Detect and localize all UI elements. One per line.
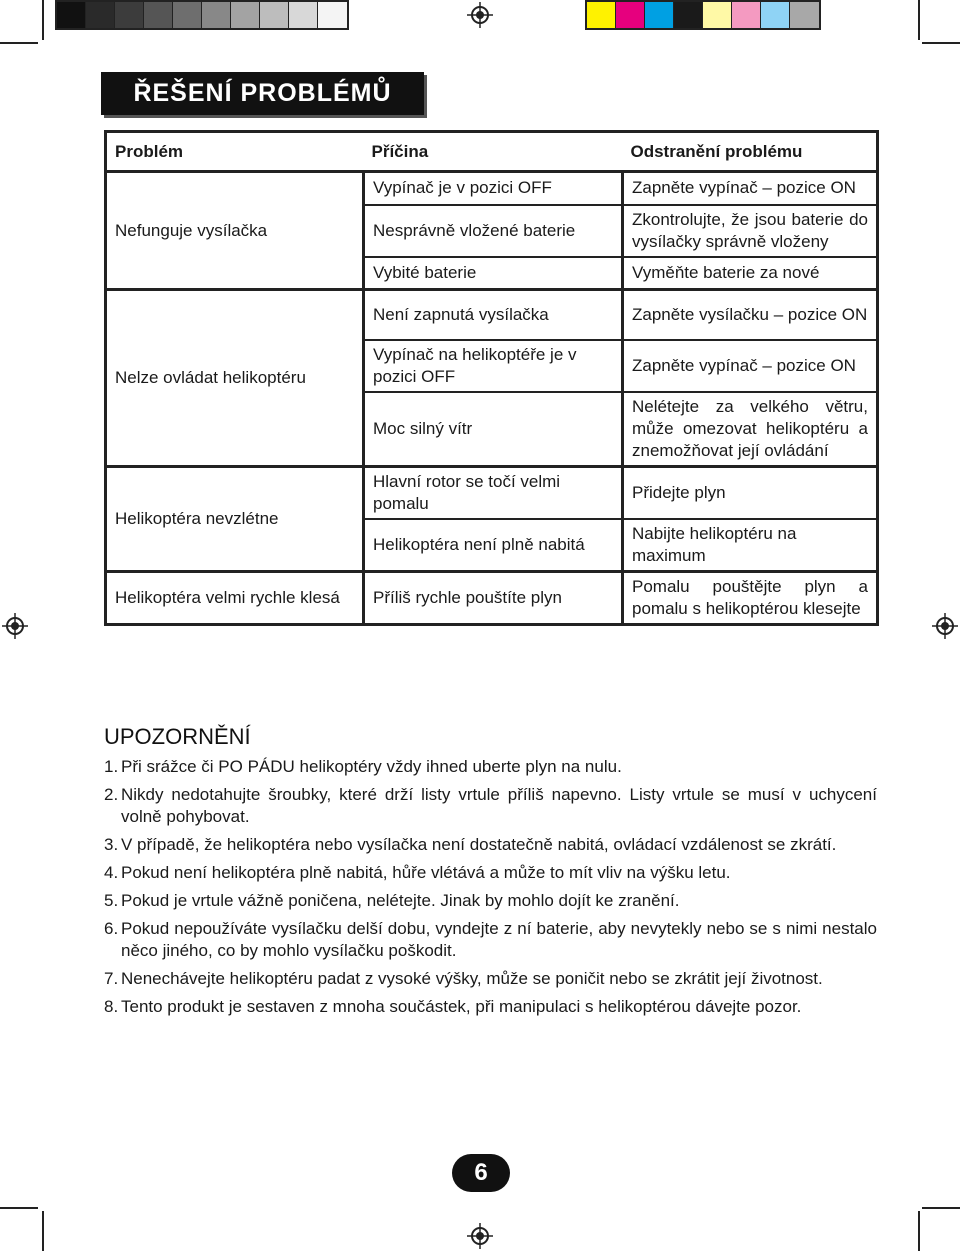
color-swatch xyxy=(318,2,347,28)
cause-cell: Moc silný vítr xyxy=(364,392,623,467)
solution-cell: Nabijte helikoptéru na maximum xyxy=(623,519,878,572)
cause-cell: Vypínač na helikoptéře je v pozici OFF xyxy=(364,340,623,392)
crop-mark xyxy=(42,0,44,40)
cause-cell: Není zapnutá vysílačka xyxy=(364,290,623,340)
item-text: Nikdy nedotahujte šroubky, které drží listy vrtule příliš napevno. Listy vrtule se musí v uchycení volně pohybovat. xyxy=(121,785,877,826)
warnings-heading: UPOZORNĚNÍ xyxy=(104,724,251,749)
list-item xyxy=(104,918,877,962)
table-row xyxy=(106,571,878,624)
list-item xyxy=(104,996,877,1018)
crop-mark xyxy=(922,1207,960,1209)
crop-mark xyxy=(918,1211,920,1251)
item-text: Pokud je vrtule vážně poničena, nelétejte. Jinak by mohlo dojít ke zranění. xyxy=(121,891,680,910)
page-title: ŘEŠENÍ PROBLÉMŮ xyxy=(133,79,392,107)
problem-cell: Helikoptéra nevzlétne xyxy=(106,466,364,571)
item-text: Nenechávejte helikoptéru padat z vysoké výšky, může se poničit nebo se zkrátit její životnost. xyxy=(121,969,823,988)
cause-cell: Nesprávně vložené baterie xyxy=(364,205,623,257)
color-swatch xyxy=(703,2,732,28)
column-header-problem: Problém xyxy=(106,132,364,172)
color-swatch xyxy=(587,2,616,28)
item-number: 8. xyxy=(104,997,119,1016)
registration-mark-icon xyxy=(467,1223,493,1249)
warnings-list xyxy=(104,756,877,1024)
color-swatch xyxy=(289,2,318,28)
column-header-cause: Příčina xyxy=(364,132,623,172)
cause-cell: Příliš rychle pouštíte plyn xyxy=(364,571,623,624)
item-number: 4. xyxy=(104,863,119,882)
page-number: 6 xyxy=(452,1154,510,1192)
problem-cell: Nefunguje vysílačka xyxy=(106,172,364,290)
section-title-banner xyxy=(101,72,424,115)
solution-cell: Zkontrolujte, že jsou baterie do vysílačky správně vloženy xyxy=(623,205,878,257)
item-number: 3. xyxy=(104,835,119,854)
crop-mark xyxy=(922,42,960,44)
table-row xyxy=(106,172,878,205)
cause-cell: Vypínač je v pozici OFF xyxy=(364,172,623,205)
item-text: Pokud není helikoptéra plně nabitá, hůře vlétává a může to mít vliv na výšku letu. xyxy=(121,863,731,882)
table-row xyxy=(106,466,878,519)
registration-mark-icon xyxy=(932,613,958,639)
crop-mark xyxy=(0,42,38,44)
troubleshooting-table xyxy=(104,130,879,626)
item-text: Tento produkt je sestaven z mnoha součástek, při manipulaci s helikoptérou dávejte pozor. xyxy=(121,997,802,1016)
color-swatch xyxy=(761,2,790,28)
color-swatch xyxy=(144,2,173,28)
color-swatch xyxy=(231,2,260,28)
color-swatch xyxy=(202,2,231,28)
color-swatch xyxy=(790,2,819,28)
problem-cell: Helikoptéra velmi rychle klesá xyxy=(106,571,364,624)
registration-mark-icon xyxy=(467,2,493,28)
item-number: 1. xyxy=(104,757,119,776)
solution-cell: Zapněte vypínač – pozice ON xyxy=(623,340,878,392)
crop-mark xyxy=(0,1207,38,1209)
list-item xyxy=(104,834,877,856)
solution-cell: Zapněte vypínač – pozice ON xyxy=(632,178,856,198)
crop-mark xyxy=(918,0,920,40)
color-swatch xyxy=(173,2,202,28)
color-swatch xyxy=(57,2,86,28)
item-number: 6. xyxy=(104,919,119,938)
list-item xyxy=(104,890,877,912)
cause-cell: Helikoptéra není plně nabitá xyxy=(364,519,623,572)
solution-cell: Nelétejte za velkého větru, může omezovat helikoptéru a znemožňovat její ovládání xyxy=(623,392,878,467)
solution-cell: Pomalu pouštějte plyn a pomalu s helikoptérou klesejte xyxy=(623,571,878,624)
color-swatch xyxy=(674,2,703,28)
item-text: Pokud nepoužíváte vysílačku delší dobu, vyndejte z ní baterie, aby nevytekly nebo se s nimi nestalo něco jiného, co by mohlo vysílačku poškodit. xyxy=(121,919,877,960)
item-number: 2. xyxy=(104,785,119,804)
color-swatch xyxy=(616,2,645,28)
list-item xyxy=(104,756,877,778)
list-item xyxy=(104,784,877,828)
column-header-solution: Odstranění problému xyxy=(623,132,878,172)
color-swatch xyxy=(115,2,144,28)
cause-cell: Vybité baterie xyxy=(364,257,623,290)
registration-mark-icon xyxy=(2,613,28,639)
table-header-row xyxy=(106,132,878,172)
solution-cell: Zapněte vysílačku – pozice ON xyxy=(623,290,878,340)
crop-mark xyxy=(42,1211,44,1251)
grayscale-calibration-bar xyxy=(55,0,349,30)
table-row xyxy=(106,290,878,340)
cause-cell: Hlavní rotor se točí velmi pomalu xyxy=(364,466,623,519)
item-text: V případě, že helikoptéra nebo vysílačka není dostatečně nabitá, ovládací vzdálenost se zkrátí. xyxy=(121,835,837,854)
color-swatch xyxy=(645,2,674,28)
problem-cell: Nelze ovládat helikoptéru xyxy=(106,290,364,467)
color-swatch xyxy=(260,2,289,28)
color-swatch xyxy=(86,2,115,28)
color-swatch xyxy=(732,2,761,28)
list-item xyxy=(104,862,877,884)
item-text: Při srážce či PO PÁDU helikoptéry vždy ihned uberte plyn na nulu. xyxy=(121,757,622,776)
color-calibration-bar xyxy=(585,0,821,30)
solution-cell: Vyměňte baterie za nové xyxy=(623,257,878,290)
solution-cell: Přidejte plyn xyxy=(623,466,878,519)
item-number: 7. xyxy=(104,969,119,988)
list-item xyxy=(104,968,877,990)
item-number: 5. xyxy=(104,891,119,910)
